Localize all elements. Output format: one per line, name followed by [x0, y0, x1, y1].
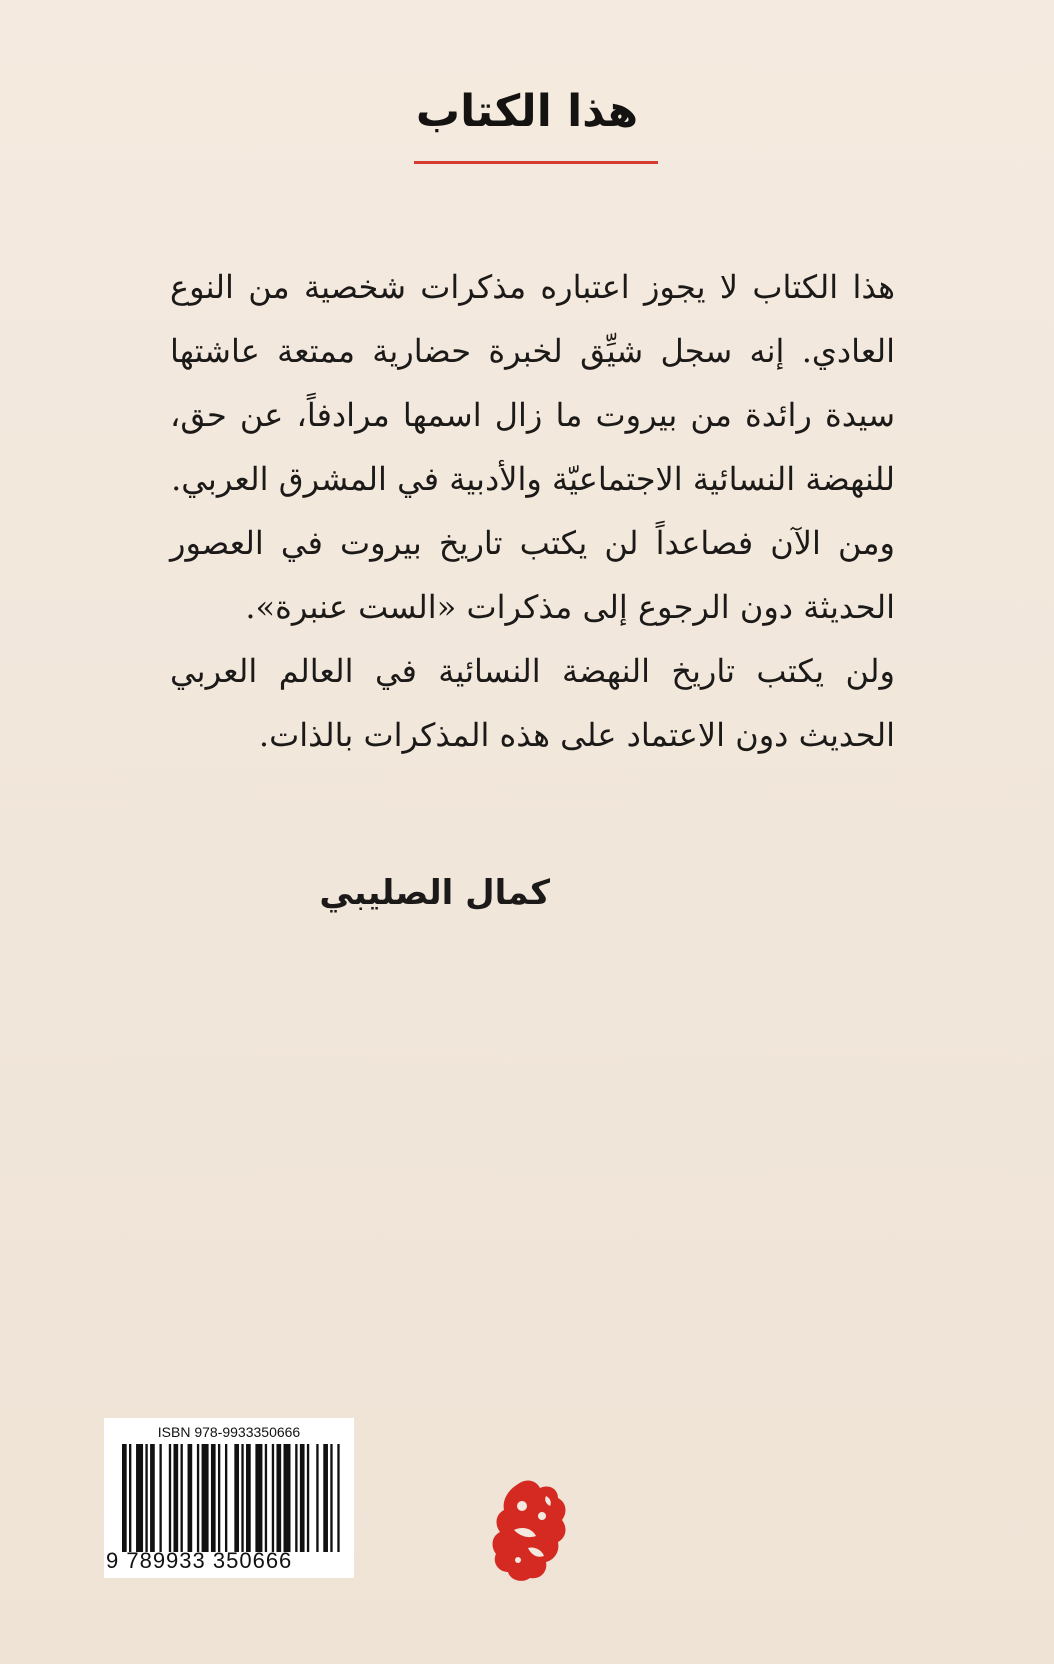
barcode-bar [197, 1444, 199, 1552]
barcode-bars [122, 1444, 342, 1552]
barcode-bar [295, 1444, 297, 1552]
barcode-bar [307, 1444, 309, 1552]
blurb-paragraph-3: ولن يكتب تاريخ النهضة النسائية في العالم العربي الحديث دون الاعتماد على هذه المذكرات بالذات. [170, 652, 895, 754]
barcode-bar [211, 1444, 216, 1552]
barcode-bar [225, 1444, 227, 1552]
barcode-bar [300, 1444, 305, 1552]
barcode-bar [255, 1444, 262, 1552]
barcode-bar [283, 1444, 290, 1552]
barcode-bar [159, 1444, 161, 1552]
cover-title: هذا الكتاب [415, 86, 639, 137]
barcode-bar [169, 1444, 171, 1552]
barcode-bar [323, 1444, 328, 1552]
author-signature: كمال الصليبي [319, 873, 550, 913]
blurb-paragraph-1: هذا الكتاب لا يجوز اعتباره مذكرات شخصية من النوع العادي. إنه سجل شيِّق لخبرة حضارية ممتعة عاشتها سيدة رائدة من بيروت ما زال اسمها مرادفاً، عن حق، للنهضة النسائية الاجتماعيّة والأدبية في المشرق العربي. [170, 268, 896, 498]
barcode-bar [145, 1444, 147, 1552]
barcode-bar [337, 1444, 339, 1552]
barcode-bar [330, 1444, 332, 1552]
barcode-bar [218, 1444, 220, 1552]
barcode-bar [136, 1444, 143, 1552]
barcode-bar [202, 1444, 209, 1552]
barcode-bar [241, 1444, 243, 1552]
barcode-bar [129, 1444, 131, 1552]
barcode-bar [276, 1444, 281, 1552]
barcode-bar [188, 1444, 193, 1552]
blurb-text [170, 255, 895, 767]
publisher-logo-icon [488, 1476, 578, 1586]
barcode-bar [272, 1444, 274, 1552]
isbn-barcode [104, 1418, 354, 1578]
title-underline [414, 161, 658, 164]
barcode-bar [265, 1444, 267, 1552]
barcode-bar [246, 1444, 251, 1552]
barcode-bar [173, 1444, 178, 1552]
barcode-bar [150, 1444, 155, 1552]
barcode-bar [181, 1444, 183, 1552]
blurb-paragraph-2: ومن الآن فصاعداً لن يكتب تاريخ بيروت في العصور الحديثة دون الرجوع إلى مذكرات «الست عنبرة». [170, 524, 895, 626]
barcode-bar [122, 1444, 127, 1552]
barcode-digits: 9 789933 350666 [106, 1548, 293, 1573]
barcode-bar [316, 1444, 318, 1552]
isbn-label: ISBN 978-9933350666 [157, 1424, 301, 1440]
barcode-bar [234, 1444, 239, 1552]
